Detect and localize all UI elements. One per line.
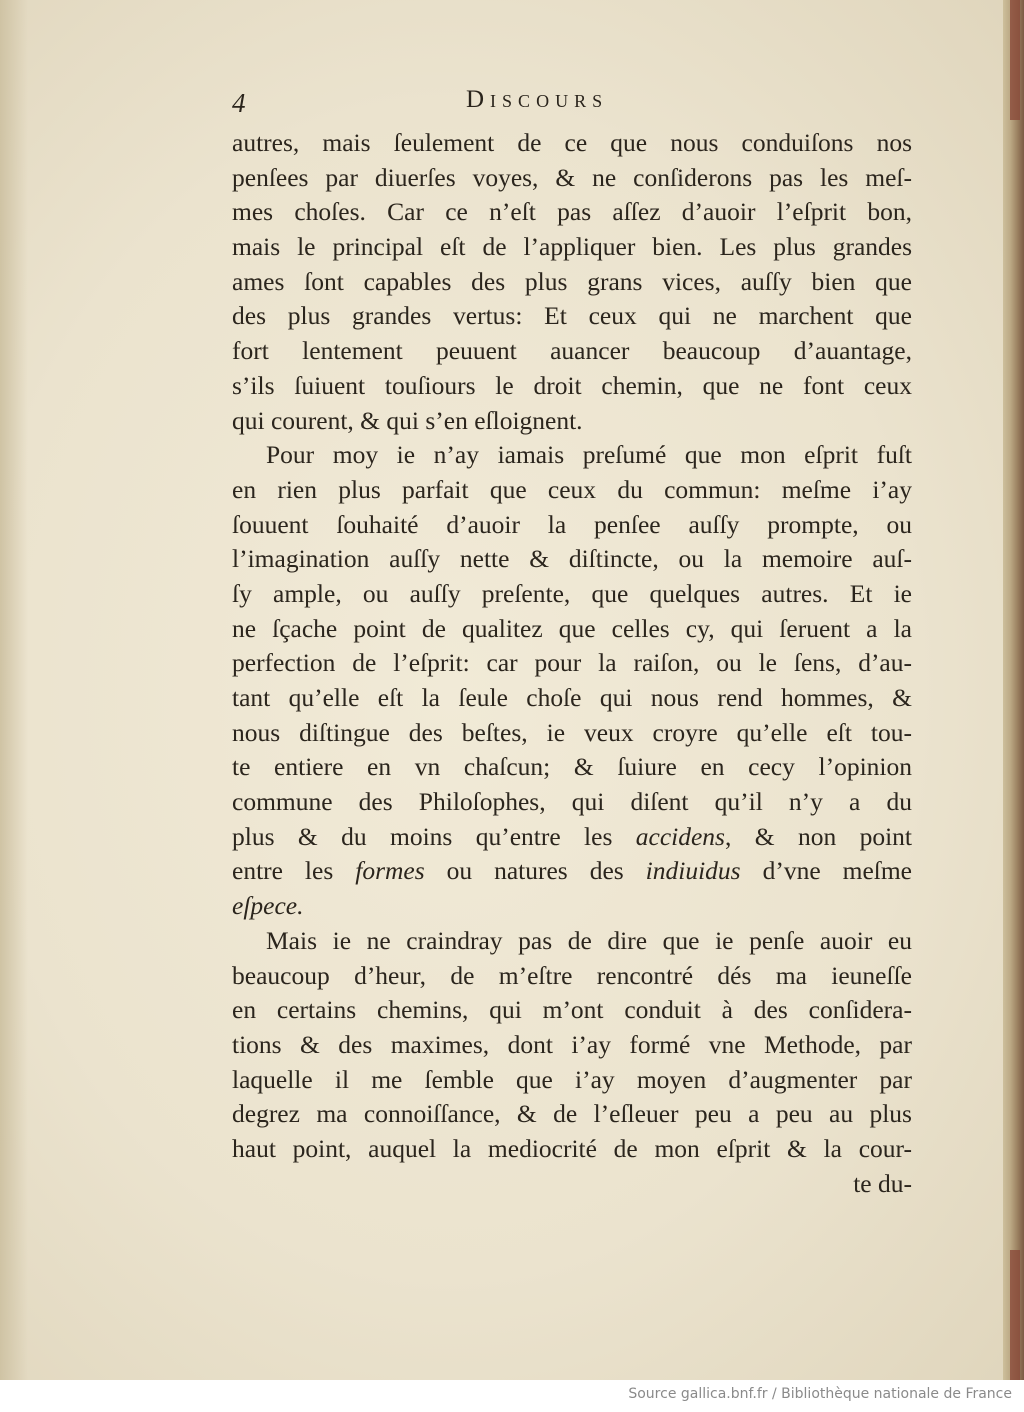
text-line: penſees par diuerſes voyes, & ne conſiderons pas les meſ-: [232, 162, 912, 192]
text-line: ſouuent ſouhaité d’auoir la penſee auſſy prompte, ou: [232, 509, 912, 539]
text-line: haut point, auquel la mediocrité de mon eſprit & la cour-: [232, 1133, 912, 1163]
text-line: qui courent, & qui s’en eſloignent.: [232, 405, 583, 435]
text-line: ne ſçache point de qualitez que celles cy, qui ſeruent a la: [232, 613, 912, 643]
text-line: tant qu’elle eſt la ſeule choſe qui nous rend hommes, &: [232, 683, 912, 712]
text-line: tions & des maximes, dont i’ay formé vne Methode, par: [232, 1029, 912, 1059]
line-text: , & non point: [724, 821, 913, 851]
page-number: 4: [232, 88, 246, 118]
italic-word: accidens: [635, 821, 725, 851]
text-line: mes choſes. Car ce n’eſt pas aſſez d’auoir l’eſprit bon,: [232, 197, 912, 227]
line-text: entre les: [232, 856, 334, 886]
page-edge: [1003, 0, 1024, 1380]
catchword: te du-: [853, 1168, 912, 1198]
line-text: d’vne meſme: [740, 856, 912, 886]
page-header: [228, 86, 918, 126]
text-line: [232, 820, 912, 855]
paragraph-start-line: Pour moy ie n’ay iamais preſumé que mon eſprit fuſt: [266, 440, 912, 470]
footer: [0, 1380, 1024, 1412]
line-text: plus & du moins qu’entre les: [232, 821, 613, 851]
text-line: [232, 889, 912, 924]
text-line: des plus grandes vertus: Et ceux qui ne marchent que: [232, 301, 912, 331]
source-credit: Source gallica.bnf.fr / Bibliothèque nationale de France: [628, 1386, 1012, 1402]
text-line: autres, mais ſeulement de ce que nous conduiſons nos: [232, 128, 912, 157]
gutter-shadow: [0, 0, 28, 1380]
text-line: mais le principal eſt de l’appliquer bien. Les plus grandes: [232, 232, 912, 262]
text-line: beaucoup d’heur, de m’eſtre rencontré dés ma ieuneſſe: [232, 960, 912, 990]
text-line: laquelle il me ſemble que i’ay moyen d’augmenter par: [232, 1064, 912, 1094]
text-line: ſy ample, ou auſſy preſente, que quelques autres. Et ie: [232, 578, 912, 608]
text-line: ames ſont capables des plus grans vices, auſſy bien que: [232, 266, 912, 296]
paragraph-start-line: Mais ie ne craindray pas de dire que ie penſe auoir eu: [266, 925, 912, 955]
italic-word: formes: [355, 856, 425, 886]
binding-edge: [1010, 1250, 1020, 1380]
text-line: [232, 854, 912, 889]
text-line: l’imagination auſſy nette & diſtincte, ou la memoire auſ-: [232, 544, 912, 574]
text-line: fort lentement peuuent auancer beaucoup d’auantage,: [232, 336, 912, 366]
text-line: nous diſtingue des beſtes, ie veux croyre qu’elle eſt tou-: [232, 717, 912, 747]
italic-word: indiuidus: [645, 856, 741, 886]
running-head: Discours: [466, 86, 609, 113]
text-line: en certains chemins, qui m’ont conduit à des conſidera-: [232, 995, 912, 1025]
text-line: degrez ma connoiſſance, & de l’eſleuer peu a peu au plus: [232, 1099, 912, 1129]
text-line: commune des Philoſophes, qui diſent qu’il n’y a du: [232, 787, 912, 817]
binding-edge: [1010, 0, 1020, 120]
body-text: [232, 126, 912, 1201]
line-text: ou natures des: [424, 856, 646, 886]
italic-word: eſpece.: [232, 891, 304, 921]
text-line: perfection de l’eſprit: car pour la raiſon, ou le ſens, d’au-: [232, 648, 912, 678]
text-line: s’ils ſuiuent touſiours le droit chemin, que ne font ceux: [232, 370, 912, 400]
text-line: en rien plus parfait que ceux du commun: meſme i’ay: [232, 474, 912, 504]
text-line: te entiere en vn chaſcun; & ſuiure en cecy l’opinion: [232, 752, 912, 782]
